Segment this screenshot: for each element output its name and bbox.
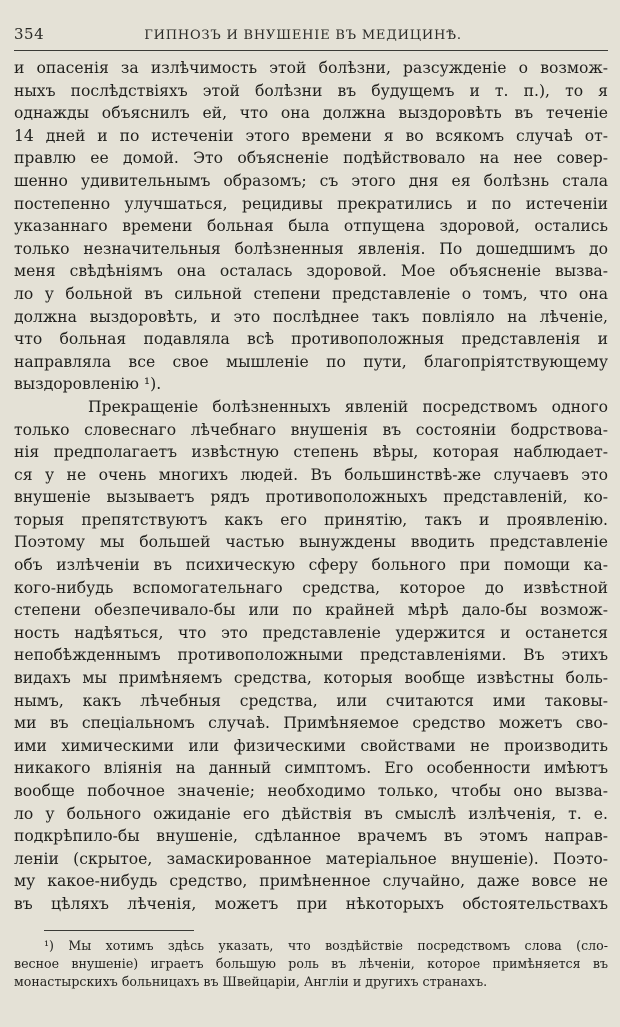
text-line: правлю ее домой. Это объясненіе подѣйствовало на нее совер- (14, 149, 608, 168)
text-line: постепенно улучшаться, рецидивы прекратились и по истеченіи (14, 194, 608, 213)
text-line: ло у больного ожиданіе его дѣйствія въ смыслѣ излѣченія, т. е. (14, 804, 608, 823)
text-line: леніи (скрытое, замаскированное матеріальное внушеніе). Поэто- (14, 849, 608, 868)
text-line: выздоровленію ¹). (14, 375, 162, 394)
footnote-line: монастырскихъ больницахъ въ Швейцаріи, Англіи и другихъ странахъ. (14, 973, 488, 989)
page-header (14, 26, 608, 44)
text-line: нымъ, какъ лѣчебныя средства, или считаются ими таковы- (14, 691, 608, 710)
footnote-line: ¹) Мы хотимъ здѣсь указать, что воздѣйствіе посредствомъ слова (сло- (44, 937, 608, 953)
text-line: вообще побочное значеніе; необходимо только, чтобы оно вызва- (14, 782, 608, 800)
text-line: направляла все свое мышленіе по пути, благопріятствующему (14, 352, 608, 371)
footnote-rule (44, 930, 194, 931)
text-line: меня свѣдѣніямъ она осталась здоровой. Мое объясненіе вызва- (14, 262, 608, 281)
body-text (14, 57, 608, 916)
text-line: му какое-нибудь средство, примѣненное случайно, даже вовсе не (14, 872, 608, 891)
text-line: непобѣжденнымъ противоположными представленіями. Въ этихъ (14, 646, 608, 665)
text-line: ныхъ послѣдствіяхъ этой болѣзни въ будущемъ и т. п.), то я (14, 81, 608, 100)
page-number: 354 (14, 25, 45, 43)
footnote-line: весное внушеніе) играетъ большую роль въ лѣченіи, которое примѣняется въ (14, 955, 608, 971)
text-line: и опасенія за излѣчимость этой болѣзни, разсужденіе о возмож- (14, 59, 608, 77)
header-rule (14, 50, 608, 51)
text-line: кого-нибудь вспомогательнаго средства, которое до извѣстной (14, 578, 608, 597)
text-line: Поэтому мы большей частью вынуждены вводить представленіе (14, 533, 608, 552)
text-line: шенно удивительнымъ образомъ; съ этого дня ея болѣзнь стала (14, 171, 608, 190)
text-line: торыя препятствуютъ какъ его принятію, такъ и проявленію. (14, 510, 608, 529)
text-line: никакого вліянія на данный симптомъ. Его особенности имѣютъ (14, 759, 608, 778)
text-line: 14 дней и по истеченіи этого времени я во всякомъ случаѣ от- (14, 126, 608, 145)
running-title: ГИПНОЗЪ И ВНУШЕНІЕ ВЪ МЕДИЦИНѢ. (144, 28, 462, 43)
text-line: только незначительныя болѣзненныя явленія. По дошедшимъ до (14, 239, 608, 258)
text-line: объ излѣченіи въ психическую сферу больного при помощи ка- (14, 556, 608, 575)
text-line: ло у больной въ сильной степени представленіе о томъ, что она (14, 284, 608, 303)
text-line: ми въ спеціальномъ случаѣ. Примѣняемое средство можетъ сво- (14, 714, 608, 733)
text-line: нія предполагаетъ извѣстную степень вѣры, которая наблюдает- (14, 443, 608, 462)
text-line: степени обезпечивало-бы или по крайней мѣрѣ дало-бы возмож- (14, 601, 608, 620)
text-line: указаннаго времени больная была отпущена здоровой, остались (14, 217, 608, 236)
text-line: однажды объяснилъ ей, что она должна выздоровѣть въ теченіе (14, 104, 608, 123)
footnote (14, 937, 608, 991)
text-line: ность надѣяться, что это представленіе удержится и останется (14, 623, 608, 642)
text-line: внушеніе вызываетъ рядъ противоположныхъ представленій, ко- (14, 488, 608, 507)
text-line: что больная подавляла всѣ противоположныя представленія и (14, 330, 608, 349)
text-line: въ цѣляхъ лѣченія, можетъ при нѣкоторыхъ обстоятельствахъ (14, 894, 608, 913)
text-line: только словеснаго лѣчебнаго внушенія въ состояніи бодрствова- (14, 420, 608, 439)
text-line: должна выздоровѣть, и это послѣднее такъ повліяло на лѣченіе, (14, 307, 608, 326)
text-line: видахъ мы примѣняемъ средства, которыя вообще извѣстны боль- (14, 669, 608, 688)
text-line: ими химическими или физическими свойствами не производить (14, 736, 608, 755)
text-line: ся у не очень многихъ людей. Въ большинствѣ-же случаевъ это (14, 465, 608, 484)
text-line: подкрѣпило-бы внушеніе, сдѣланное врачемъ въ этомъ направ- (14, 827, 608, 846)
paragraph-first-line: Прекращеніе болѣзненныхъ явленій посредствомъ одного (88, 397, 608, 416)
